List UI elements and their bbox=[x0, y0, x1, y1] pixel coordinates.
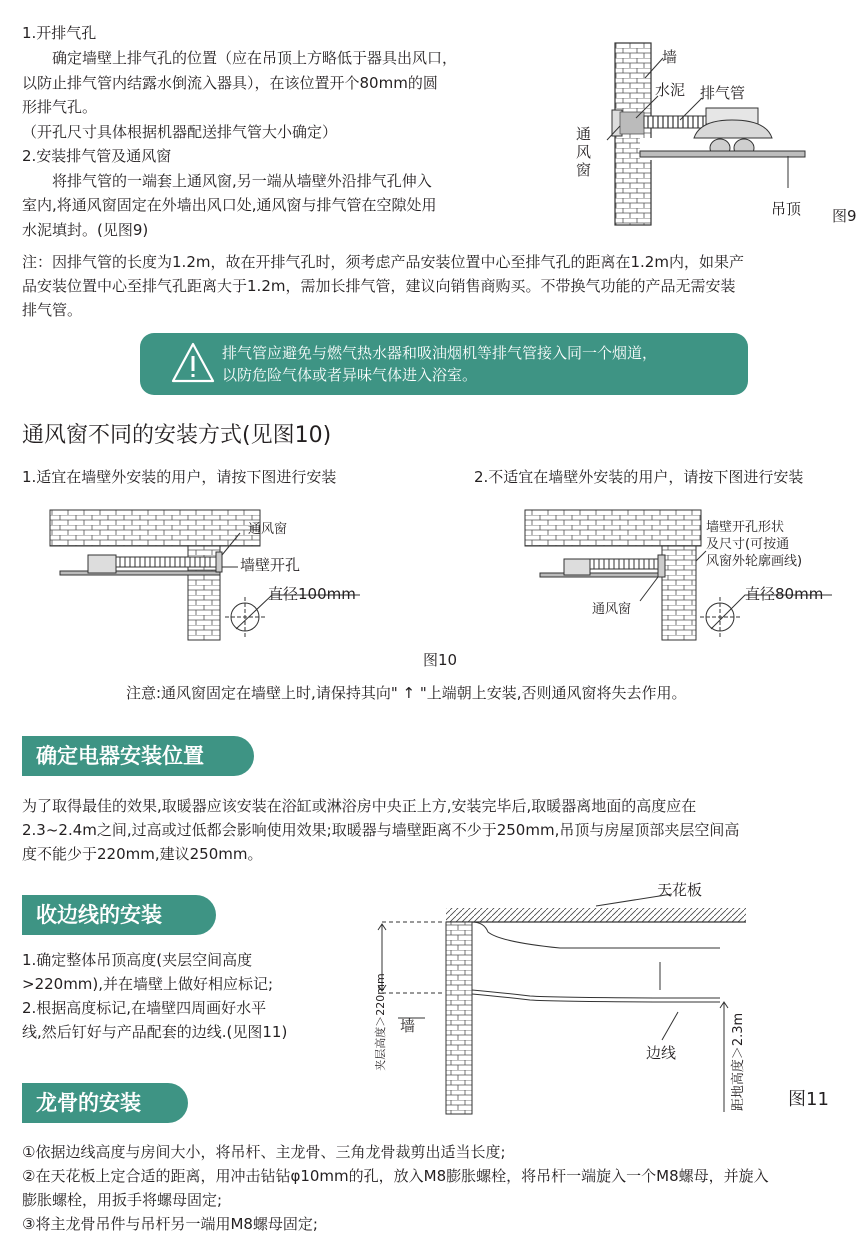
fig11-label-floor-height: 距地高度＞2.3m bbox=[731, 1012, 746, 1112]
position-line: 度不能少于220mm,建议250mm。 bbox=[22, 845, 263, 863]
edge-line: 1.确定整体吊顶高度(夹层空间高度 bbox=[22, 951, 253, 969]
keel-line: 膨胀螺栓，用扳手将螺母固定; bbox=[22, 1191, 223, 1209]
fig11-label-interlayer: 夹层高度＞220mm bbox=[374, 973, 387, 1071]
fig10l-brick-top bbox=[50, 510, 260, 546]
fig9-caption: 图9 bbox=[832, 207, 857, 225]
fig11-ceiling-board bbox=[446, 908, 746, 922]
fig10l-heater bbox=[88, 555, 116, 573]
note-line: 注：因排气管的长度为1.2m，故在开排气孔时，须考虑产品安装位置中心至排气孔的距离在1.2m内，如果产 bbox=[22, 253, 744, 271]
fig10r-vent-window bbox=[658, 555, 665, 577]
fig11-caption: 图11 bbox=[788, 1089, 829, 1110]
fig11-label-edge: 边线 bbox=[646, 1044, 677, 1062]
fig9-exhaust-pipe bbox=[644, 116, 706, 128]
figure-11-diagram bbox=[360, 880, 780, 1120]
fig10l-label-hole: 墙壁开孔 bbox=[240, 556, 301, 574]
vent-left-caption: 1.适宜在墙壁外安装的用户，请按下图进行安装 bbox=[22, 468, 337, 486]
section2-line: 将排气管的一端套上通风窗,另一端从墙壁外沿排气孔伸入 bbox=[52, 172, 432, 190]
fig10r-brick-wall bbox=[662, 546, 696, 640]
note-line: 品安装位置中心至排气孔距离大于1.2m，需加长排气管，建议向销售商购买。不带换气功能的产品无需安装 bbox=[22, 277, 736, 295]
fig9-ceiling bbox=[640, 151, 805, 157]
vent-section-title: 通风窗不同的安装方式(见图10) bbox=[22, 423, 332, 448]
fig9-label-vent: 风 bbox=[576, 143, 592, 161]
fig10r-label-shape-line: 风窗外轮廓画线) bbox=[706, 554, 803, 569]
edge-line: >220mm),并在墙壁上做好相应标记; bbox=[22, 975, 274, 993]
section1-line: 确定墙壁上排气孔的位置（应在吊顶上方略低于器具出风口， bbox=[52, 49, 458, 67]
edge-line: 2.根据高度标记,在墙壁四周画好水平 bbox=[22, 999, 267, 1017]
note-line: 排气管。 bbox=[22, 301, 83, 319]
keel-line: ①依据边线高度与房间大小，将吊杆、主龙骨、三角龙骨裁剪出适当长度; bbox=[22, 1143, 506, 1161]
section2-line: 水泥填封。(见图9) bbox=[22, 221, 149, 239]
fig11-wall bbox=[446, 922, 472, 1114]
section1-line: 以防止排气管内结露水倒流入器具），在该位置开个80mm的圆 bbox=[22, 74, 438, 92]
fig11-label-wall: 墙 bbox=[400, 1017, 416, 1035]
warning-line: 以防危险气体或者异味气体进入浴室。 bbox=[222, 366, 478, 384]
fig10r-brick-top bbox=[525, 510, 701, 546]
fig10r-label-shape-line: 及尺寸(可按通 bbox=[706, 537, 790, 552]
fig10r-label-diameter: 直径80mm bbox=[745, 585, 824, 603]
keel-heading: 龙骨的安装 bbox=[22, 1083, 188, 1123]
figure-10-left-diagram bbox=[40, 505, 400, 645]
fig10r-pipe bbox=[590, 559, 660, 569]
warning-text bbox=[222, 342, 657, 386]
figure-9-diagram bbox=[560, 38, 865, 233]
keel-line: ②在天花板上定合适的距离，用冲击钻钻φ10mm的孔，放入M8膨胀螺栓，将吊杆一端旋入一个M8螺母，并旋入 bbox=[22, 1167, 769, 1185]
fig10l-pipe bbox=[116, 557, 216, 567]
fig11-label-ceiling-board: 天花板 bbox=[657, 881, 703, 899]
section1-line: 形排气孔。 bbox=[22, 98, 98, 116]
warning-triangle-icon bbox=[170, 341, 216, 385]
fig10r-ceiling bbox=[540, 573, 664, 577]
fig10l-vent-window bbox=[216, 552, 222, 572]
edge-line: 线,然后钉好与产品配套的边线.(见图11) bbox=[22, 1023, 288, 1041]
fig9-cement bbox=[620, 112, 644, 134]
edge-heading: 收边线的安装 bbox=[22, 895, 216, 935]
warning-box bbox=[140, 333, 748, 395]
fig9-label-ceiling: 吊顶 bbox=[771, 200, 802, 218]
vent-notice: 注意:通风窗固定在墙壁上时,请保持其向" ↑ "上端朝上安装,否则通风窗将失去作用。 bbox=[126, 684, 687, 702]
section2-line: 室内,将通风窗固定在外墙出风口处,通风窗与排气管在空隙处用 bbox=[22, 196, 437, 214]
fig9-label-cement: 水泥 bbox=[655, 81, 686, 99]
fig10l-label-vent: 通风窗 bbox=[248, 522, 288, 537]
section1-line: （开孔尺寸具体根据机器配送排气管大小确定） bbox=[22, 123, 338, 141]
section2-title: 2.安装排气管及通风窗 bbox=[22, 147, 172, 165]
fig10l-label-diameter: 直径100mm bbox=[268, 585, 356, 603]
fig9-label-pipe: 排气管 bbox=[700, 84, 746, 102]
fig10r-label-shape-line: 墙壁开孔形状 bbox=[706, 520, 785, 535]
section1-title: 1.开排气孔 bbox=[22, 24, 97, 42]
fig10r-label-vent: 通风窗 bbox=[592, 602, 632, 617]
position-line: 为了取得最佳的效果,取暖器应该安装在浴缸或淋浴房中央正上方,安装完毕后,取暖器离地面的高度应在 bbox=[22, 797, 697, 815]
position-heading: 确定电器安装位置 bbox=[22, 736, 254, 776]
keel-line: ③将主龙骨吊件与吊杆另一端用M8螺母固定; bbox=[22, 1215, 318, 1233]
fig9-label-wall: 墙 bbox=[662, 48, 678, 66]
fig10r-label-shape bbox=[706, 519, 802, 570]
fig10r-heater bbox=[564, 559, 590, 575]
position-line: 2.3~2.4m之间,过高或过低都会影响使用效果;取暖器与墙壁距离不少于250mm,吊顶与房屋顶部夹层空间高 bbox=[22, 821, 740, 839]
fig10l-ceiling bbox=[60, 571, 220, 575]
fig9-label-vent: 窗 bbox=[576, 161, 592, 179]
vent-right-caption: 2.不适宜在墙壁外安装的用户，请按下图进行安装 bbox=[474, 468, 804, 486]
fig10-caption: 图10 bbox=[423, 651, 458, 669]
fig9-label-vent: 通 bbox=[576, 125, 592, 143]
warning-line: 排气管应避免与燃气热水器和吸油烟机等排气管接入同一个烟道， bbox=[222, 344, 658, 362]
